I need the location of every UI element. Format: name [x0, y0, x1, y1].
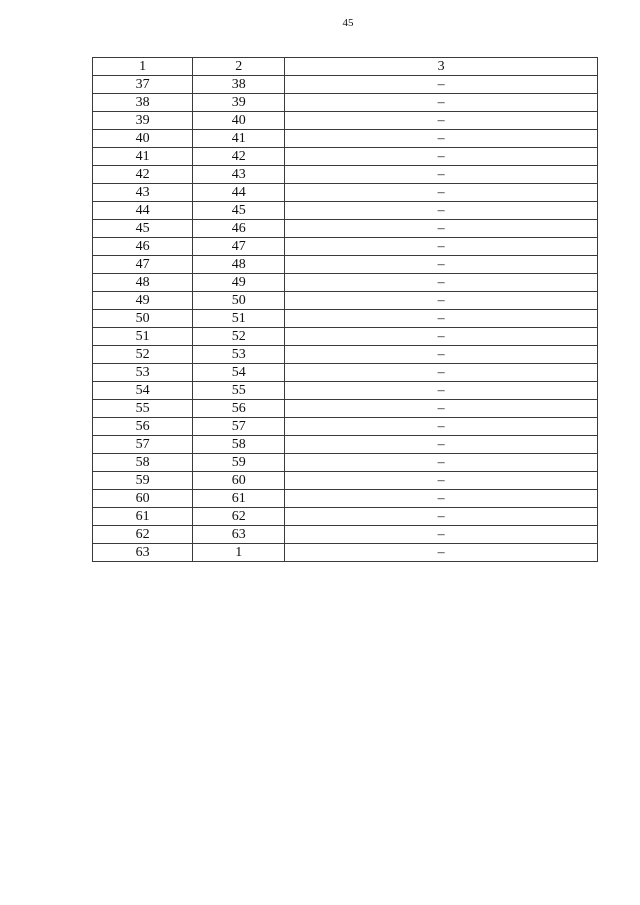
table-cell-col-3: –: [285, 328, 598, 346]
table-row: [93, 544, 598, 562]
table-cell-col-3: –: [285, 220, 598, 238]
table-cell-col-2: 1: [193, 544, 285, 562]
table-row: [93, 94, 598, 112]
table-row: [93, 292, 598, 310]
table-cell-col-3: –: [285, 184, 598, 202]
table-cell-col-2: 58: [193, 436, 285, 454]
table-cell-col-1: 48: [93, 274, 193, 292]
table-row: [93, 148, 598, 166]
table-cell-col-2: 40: [193, 112, 285, 130]
table-cell-col-2: 56: [193, 400, 285, 418]
table-cell-col-3: –: [285, 76, 598, 94]
table-cell-col-1: 61: [93, 508, 193, 526]
table-cell-col-3: –: [285, 94, 598, 112]
table-cell-col-1: 45: [93, 220, 193, 238]
table-cell-col-3: –: [285, 166, 598, 184]
table-row: [93, 112, 598, 130]
table-cell-col-3: –: [285, 526, 598, 544]
table-cell-col-3: –: [285, 346, 598, 364]
table-row: [93, 130, 598, 148]
page-number: 45: [342, 17, 354, 29]
table-cell-col-2: 61: [193, 490, 285, 508]
table-row: [93, 364, 598, 382]
table-cell-col-2: 43: [193, 166, 285, 184]
table-cell-col-2: 46: [193, 220, 285, 238]
table-cell-col-2: 48: [193, 256, 285, 274]
table-cell-col-1: 43: [93, 184, 193, 202]
table-cell-col-1: 50: [93, 310, 193, 328]
table-cell-col-3: –: [285, 418, 598, 436]
table-cell-col-1: 52: [93, 346, 193, 364]
table-cell-col-1: 46: [93, 238, 193, 256]
table-cell-col-3: –: [285, 310, 598, 328]
table-cell-col-2: 55: [193, 382, 285, 400]
table-cell-col-1: 47: [93, 256, 193, 274]
table-row: [93, 238, 598, 256]
table-cell-col-2: 59: [193, 454, 285, 472]
table-row: [93, 472, 598, 490]
table-row: [93, 310, 598, 328]
table-row: [93, 436, 598, 454]
table-cell-col-2: 50: [193, 292, 285, 310]
table-cell-col-3: –: [285, 508, 598, 526]
table-cell-col-1: 54: [93, 382, 193, 400]
table-row: [93, 76, 598, 94]
table-cell-col-1: 57: [93, 436, 193, 454]
table-cell-col-1: 60: [93, 490, 193, 508]
table-cell-col-3: –: [285, 130, 598, 148]
table-cell-col-2: 57: [193, 418, 285, 436]
column-header-1: 1: [93, 58, 193, 76]
table-row: [93, 400, 598, 418]
table-cell-col-1: 38: [93, 94, 193, 112]
table-row: [93, 328, 598, 346]
table-body: [93, 76, 598, 562]
table-row: [93, 454, 598, 472]
table-row: [93, 202, 598, 220]
table-row: [93, 184, 598, 202]
table-cell-col-1: 63: [93, 544, 193, 562]
table-cell-col-2: 49: [193, 274, 285, 292]
table-cell-col-2: 38: [193, 76, 285, 94]
table-cell-col-3: –: [285, 400, 598, 418]
table-cell-col-3: –: [285, 472, 598, 490]
table-cell-col-1: 51: [93, 328, 193, 346]
table-cell-col-1: 44: [93, 202, 193, 220]
table-cell-col-1: 53: [93, 364, 193, 382]
table-cell-col-1: 55: [93, 400, 193, 418]
table-cell-col-2: 62: [193, 508, 285, 526]
table-cell-col-1: 59: [93, 472, 193, 490]
table-cell-col-2: 47: [193, 238, 285, 256]
table-cell-col-1: 39: [93, 112, 193, 130]
table-cell-col-3: –: [285, 202, 598, 220]
table-cell-col-3: –: [285, 148, 598, 166]
table-cell-col-2: 54: [193, 364, 285, 382]
table-row: [93, 166, 598, 184]
table-row: [93, 418, 598, 436]
table-cell-col-1: 41: [93, 148, 193, 166]
table-cell-col-3: –: [285, 256, 598, 274]
table-cell-col-3: –: [285, 364, 598, 382]
table-row: [93, 274, 598, 292]
table-cell-col-3: –: [285, 238, 598, 256]
table-cell-col-3: –: [285, 274, 598, 292]
table-cell-col-1: 37: [93, 76, 193, 94]
table-row: [93, 526, 598, 544]
table-row: [93, 508, 598, 526]
table-cell-col-2: 63: [193, 526, 285, 544]
table-cell-col-2: 51: [193, 310, 285, 328]
table-cell-col-1: 42: [93, 166, 193, 184]
table-cell-col-1: 62: [93, 526, 193, 544]
table-cell-col-1: 40: [93, 130, 193, 148]
table-cell-col-2: 42: [193, 148, 285, 166]
table-cell-col-3: –: [285, 544, 598, 562]
table-cell-col-2: 45: [193, 202, 285, 220]
table-row: [93, 256, 598, 274]
table-cell-col-2: 53: [193, 346, 285, 364]
column-header-3: 3: [285, 58, 598, 76]
table-cell-col-3: –: [285, 112, 598, 130]
table-cell-col-3: –: [285, 292, 598, 310]
table-cell-col-3: –: [285, 454, 598, 472]
table-cell-col-2: 39: [193, 94, 285, 112]
table-cell-col-2: 44: [193, 184, 285, 202]
table-cell-col-2: 52: [193, 328, 285, 346]
table-cell-col-3: –: [285, 490, 598, 508]
data-table: [92, 57, 598, 562]
table-row: [93, 382, 598, 400]
table-cell-col-1: 56: [93, 418, 193, 436]
table-cell-col-3: –: [285, 436, 598, 454]
column-header-2: 2: [193, 58, 285, 76]
table-cell-col-2: 41: [193, 130, 285, 148]
table-row: [93, 220, 598, 238]
table-header-row: [93, 58, 598, 76]
table-cell-col-2: 60: [193, 472, 285, 490]
table-row: [93, 346, 598, 364]
table-row: [93, 490, 598, 508]
table-cell-col-1: 49: [93, 292, 193, 310]
table-cell-col-1: 58: [93, 454, 193, 472]
table-cell-col-3: –: [285, 382, 598, 400]
